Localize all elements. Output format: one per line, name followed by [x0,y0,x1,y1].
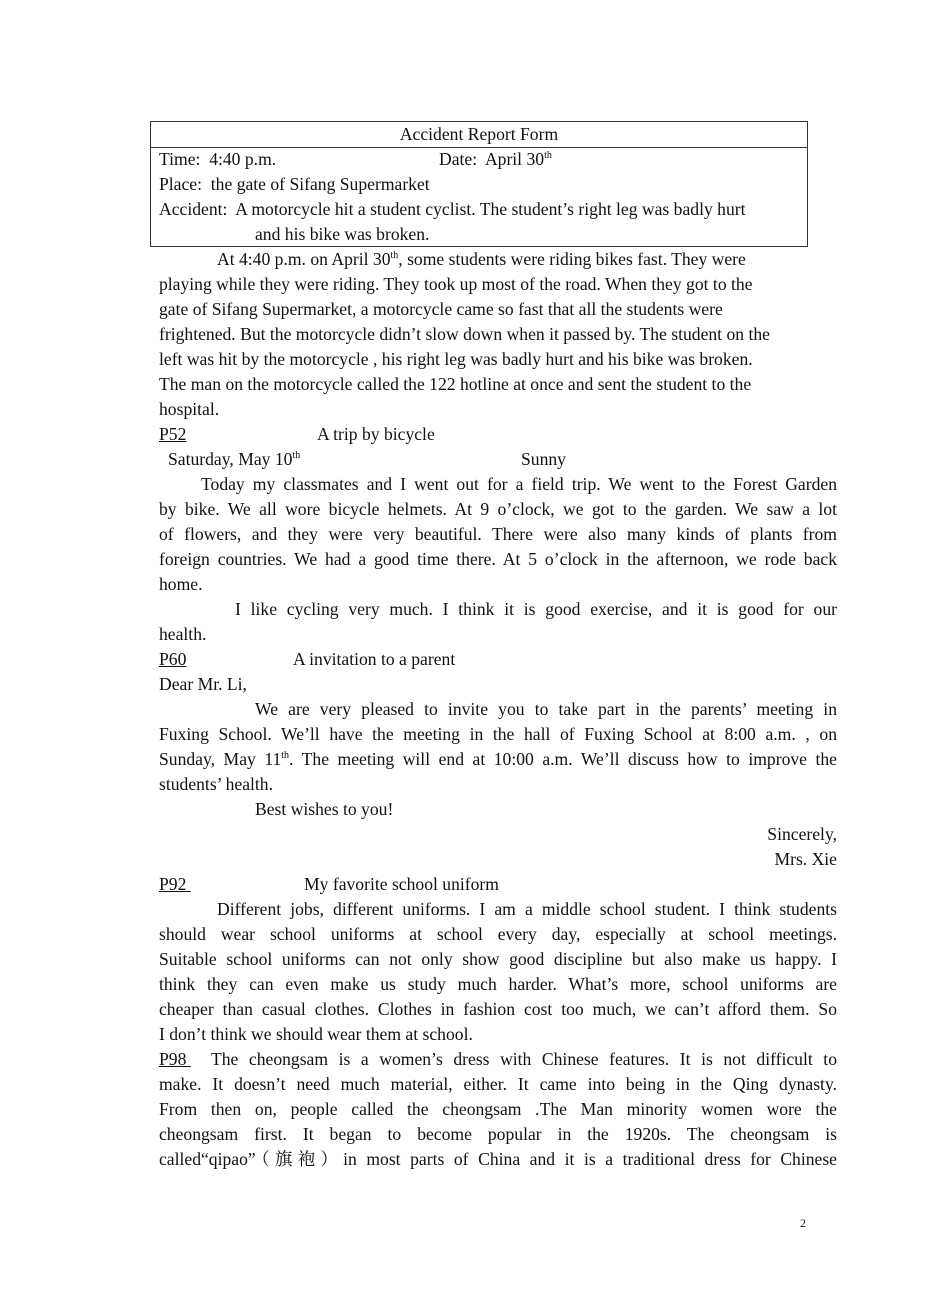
p52-date-text: Saturday, May 10 [168,449,293,469]
p92-ref [159,872,191,897]
accident-line-1: A motorcycle hit a student cyclist. The student’s right leg was badly hurt [235,199,746,219]
form-accident-row [159,197,746,222]
page-number: 2 [800,1216,806,1230]
accident-label: Accident: [159,199,228,219]
p98-line-3: From then on, people called the cheongsam .The Man minority women wore the [159,1099,837,1119]
p92-ref-text: P92 [159,874,187,894]
p52-line-5: home. [159,574,203,594]
p60-line-4: students’ health. [159,774,274,794]
table-header-row [151,122,807,148]
p52-line-3: of flowers, and they were very beautiful. There were also many kinds of plants from [159,524,837,544]
p98-line-5: called“qipao”（旗袍）in most parts of China and it is a traditional dress for Chinese [159,1149,837,1169]
p98-line-2: make. It doesn’t need much material, either. It came into being in the Qing dynasty. [159,1074,837,1094]
p60-sup: th [281,750,290,762]
p52-line-7: health. [159,624,207,644]
date-label: Date: [439,149,478,169]
story-line-1 [217,247,746,272]
p92-line-3: Suitable school uniforms can not only show good discipline but also make us happy. I [159,949,837,969]
accident-line-2: and his bike was broken. [255,224,430,244]
p60-title: A invitation to a parent [293,649,456,669]
story-line-3: gate of Sifang Supermarket, a motorcycle came so fast that all the students were [159,299,723,319]
p60-line-3 [159,747,837,772]
p60-salutation: Dear Mr. Li, [159,674,247,694]
p60-line-1: We are very pleased to invite you to take part in the parents’ meeting in [255,699,837,719]
p52-weather: Sunny [521,449,566,469]
p92-title: My favorite school uniform [304,874,499,894]
p92-line-4: think they can even make us study much harder. What’s more, school uniforms are [159,974,837,994]
p52-line-6: I like cycling very much. I think it is good exercise, and it is good for our [235,599,837,619]
story-line-1b: , some students were riding bikes fast. They were [398,249,746,269]
place-value: the gate of Sifang Supermarket [210,174,430,194]
time-label: Time: [159,149,201,169]
p92-line-1: Different jobs, different uniforms. I am a middle school student. I think students [217,899,837,919]
story-sup: th [390,250,399,262]
date-value: April 30 [484,149,545,169]
table-title: Accident Report Form [399,124,559,144]
form-time-row [159,147,276,172]
p60-closing: Sincerely, [767,824,837,844]
p52-ref: P52 [159,424,187,444]
p98-line-1: The cheongsam is a women’s dress with Chinese features. It is not difficult to [211,1049,837,1069]
story-line-2: playing while they were riding. They took up most of the road. When they got to the [159,274,753,294]
place-label: Place: [159,174,202,194]
p98-ref [159,1047,191,1072]
story-line-6: The man on the motorcycle called the 122 hotline at once and sent the student to the [159,374,752,394]
p60-signature: Mrs. Xie [774,849,837,869]
story-line-4: frightened. But the motorcycle didn’t slow down when it passed by. The student on the [159,324,770,344]
story-line-5: left was hit by the motorcycle , his right leg was badly hurt and his bike was broken. [159,349,753,369]
p52-line-1: Today my classmates and I went out for a field trip. We went to the Forest Garden [201,474,837,494]
story-line-1a: At 4:40 p.m. on April 30 [217,249,391,269]
p52-title: A trip by bicycle [317,424,435,444]
p60-line-2: Fuxing School. We’ll have the meeting in the hall of Fuxing School at 8:00 a.m. , on [159,724,837,744]
p52-date-sup: th [292,450,301,462]
date-sup: th [544,150,552,162]
p98-line-4: cheongsam first. It began to become popular in the 1920s. The cheongsam is [159,1124,837,1144]
p92-line-2: should wear school uniforms at school every day, especially at school meetings. [159,924,837,944]
time-value: 4:40 p.m. [209,149,277,169]
p52-date [168,447,300,472]
p60-ref: P60 [159,649,187,669]
form-date-row [439,147,552,172]
p60-line-3b: . The meeting will end at 10:00 a.m. We’ll discuss how to improve the [289,749,837,769]
p92-line-6: I don’t think we should wear them at school. [159,1024,473,1044]
p60-line-3a: Sunday, May 11 [159,749,282,769]
p52-line-4: foreign countries. We had a good time there. At 5 o’clock in the afternoon, we rode back [159,549,837,569]
p98-ref-text: P98 [159,1049,187,1069]
p92-line-5: cheaper than casual clothes. Clothes in fashion cost too much, we can’t afford them. So [159,999,837,1019]
form-place-row [159,172,430,197]
p60-wishes: Best wishes to you! [255,799,394,819]
story-line-7: hospital. [159,399,220,419]
p52-line-2: by bike. We all wore bicycle helmets. At 9 o’clock, we got to the garden. We saw a lot [159,499,837,519]
